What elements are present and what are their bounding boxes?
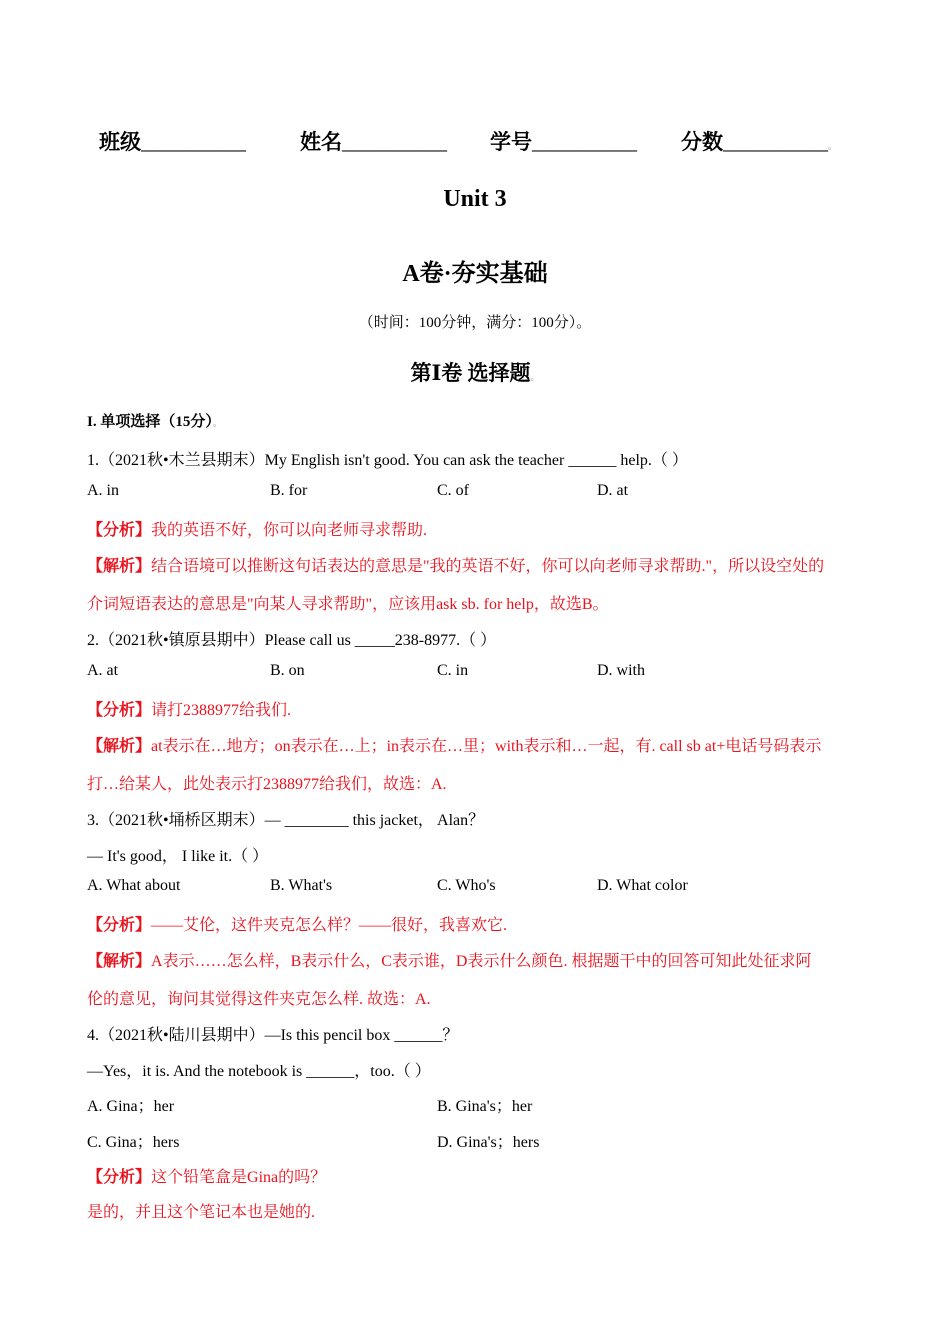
question-1-stem: 1.（2021秋•木兰县期末）My English isn't good. You can ask the teacher ______ help.（ ） xyxy=(87,452,688,469)
question-2-stem: 2.（2021秋•镇原县期中）Please call us _____238-8977.（ ） xyxy=(87,632,497,649)
q4-option-a[interactable]: A. Gina；her xyxy=(87,1098,175,1115)
q3-explain-line-1: 【解析】A表示……怎么样，B表示什么，C表示谁，D表示什么颜色. 根据题干中的回答可知此处征求阿 xyxy=(87,953,812,970)
q4-option-d[interactable]: D. Gina's；hers xyxy=(437,1134,540,1151)
q2-analysis: 【分析】请打2388977给我们. xyxy=(87,702,292,719)
question-3-reply: — It's good， I like it.（ ） xyxy=(87,848,269,865)
q4-option-b[interactable]: B. Gina's；her xyxy=(437,1098,533,1115)
q4-option-c[interactable]: C. Gina；hers xyxy=(87,1134,180,1151)
q1-explain-line-1: 【解析】结合语境可以推断这句话表达的意思是"我的英语不好，你可以向老师寻求帮助."，所以设空处的 xyxy=(87,558,825,575)
unit-title: Unit 3 xyxy=(443,186,507,212)
question-3-stem: 3.（2021秋•埇桥区期末）— ________ this jacket， Alan？ xyxy=(87,812,485,829)
q3-option-c[interactable]: C. Who's xyxy=(437,877,496,894)
part-title: 第Ⅰ卷 选择题。 xyxy=(410,361,540,385)
class-field[interactable]: 班级__________ xyxy=(99,130,246,154)
q3-explain-line-2: 伦的意见，询问其觉得这件夹克怎么样. 故选：A. xyxy=(87,991,431,1008)
q3-option-d[interactable]: D. What color xyxy=(597,877,688,894)
q3-option-a[interactable]: A. What about xyxy=(87,877,181,894)
q2-option-d[interactable]: D. with xyxy=(597,662,645,679)
q4-analysis: 【分析】这个铅笔盒是Gina的吗？ xyxy=(87,1169,327,1186)
score-field[interactable]: 分数__________。 xyxy=(681,130,838,154)
question-4-stem: 4.（2021秋•陆川县期中）—Is this pencil box ______？ xyxy=(87,1027,459,1044)
q2-option-a[interactable]: A. at xyxy=(87,662,119,679)
q1-analysis: 【分析】我的英语不好，你可以向老师寻求帮助. xyxy=(87,522,428,539)
q4-analysis-line-2: 是的，并且这个笔记本也是她的. xyxy=(87,1204,316,1221)
paragraph-mark: 。 xyxy=(212,418,222,428)
q1-option-a[interactable]: A. in xyxy=(87,482,119,499)
q1-explain-line-2: 介词短语表达的意思是"向某人寻求帮助"，应该用ask sb. for help，故选B。 xyxy=(87,596,609,613)
q2-explain-line-1: 【解析】at表示在…地方；on表示在…上；in表示在…里；with表示和…一起，有. call sb at+电话号码表示 xyxy=(87,738,822,755)
q1-option-c[interactable]: C. of xyxy=(437,482,469,499)
paragraph-mark: 。 xyxy=(828,141,838,151)
q3-option-b[interactable]: B. What's xyxy=(270,877,333,894)
q3-analysis: 【分析】——艾伦，这件夹克怎么样？——很好，我喜欢它. xyxy=(87,917,508,934)
student-id-field[interactable]: 学号__________ xyxy=(490,130,637,154)
section-heading: I. 单项选择（15分）。 xyxy=(87,414,222,430)
q1-option-d[interactable]: D. at xyxy=(597,482,629,499)
volume-title: A卷·夯实基础 xyxy=(402,261,548,287)
exam-meta: （时间：100分钟，满分：100分）。 xyxy=(358,315,592,331)
q1-option-b[interactable]: B. for xyxy=(270,482,308,499)
question-4-reply: —Yes，it is. And the notebook is ______，too.（ ） xyxy=(87,1063,431,1080)
q2-option-c[interactable]: C. in xyxy=(437,662,469,679)
q2-explain-line-2: 打…给某人，此处表示打2388977给我们，故选：A. xyxy=(87,776,447,793)
name-field[interactable]: 姓名__________ xyxy=(300,130,447,154)
paragraph-mark: 。 xyxy=(530,372,540,382)
q2-option-b[interactable]: B. on xyxy=(270,662,305,679)
